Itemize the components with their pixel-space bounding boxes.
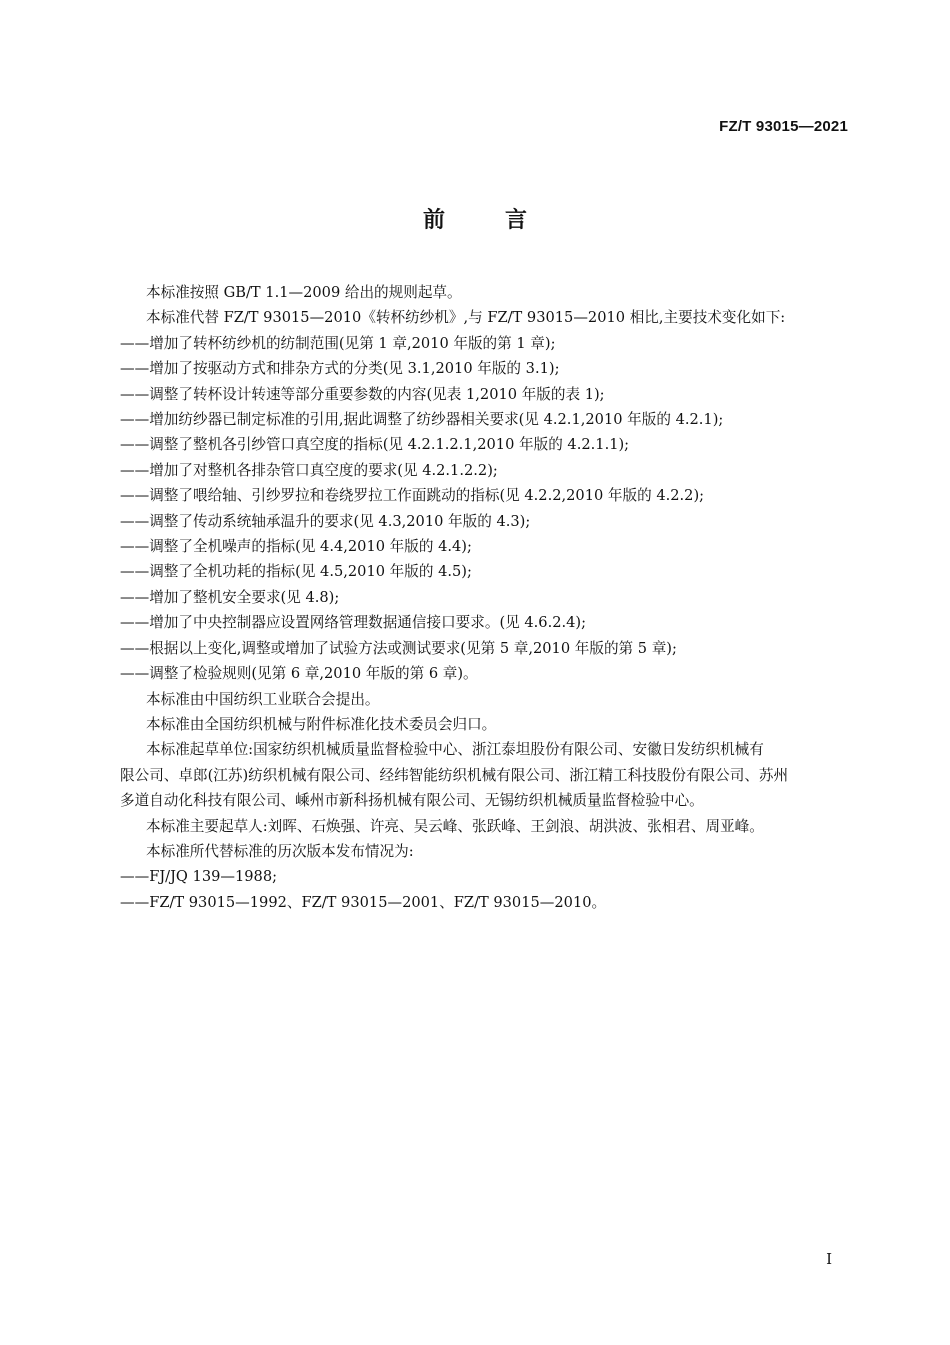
drafting-units-line-3: 多道自动化科技有限公司、嵊州市新科扬机械有限公司、无锡纺织机械质量监督检验中心。	[120, 792, 704, 810]
change-item: ——增加了转杯纺纱机的纺制范围(见第 1 章,2010 年版的第 1 章);	[120, 334, 556, 352]
change-item: ——增加纺纱器已制定标准的引用,据此调整了纺纱器相关要求(见 4.2.1,2010 年版的 4.2.1);	[120, 411, 724, 429]
committee-paragraph: 本标准由全国纺织机械与附件标准化技术委员会归口。	[146, 715, 497, 733]
history-item: ——FZ/T 93015—1992、FZ/T 93015—2001、FZ/T 93015—2010。	[120, 893, 607, 911]
replacement-paragraph: 本标准代替 FZ/T 93015—2010《转杯纺纱机》,与 FZ/T 93015—2010 相比,主要技术变化如下:	[146, 309, 786, 327]
foreword-body	[120, 280, 858, 915]
change-item: ——调整了喂给轴、引纱罗拉和卷绕罗拉工作面跳动的指标(见 4.2.2,2010 年版的 4.2.2);	[120, 487, 705, 505]
change-item: ——增加了对整机各排杂管口真空度的要求(见 4.2.1.2.2);	[120, 461, 498, 479]
drafting-units-line-1: 本标准起草单位:国家纺织机械质量监督检验中心、浙江泰坦股份有限公司、安徽日发纺织机械有	[146, 741, 764, 759]
page-title	[0, 203, 950, 234]
change-item: ——调整了检验规则(见第 6 章,2010 年版的第 6 章)。	[120, 665, 478, 683]
page-number: I	[826, 1250, 832, 1268]
change-item: ——调整了转杯设计转速等部分重要参数的内容(见表 1,2010 年版的表 1);	[120, 385, 605, 403]
change-item: ——调整了全机功耗的指标(见 4.5,2010 年版的 4.5);	[120, 563, 472, 581]
document-number: FZ/T 93015—2021	[719, 118, 848, 135]
change-item: ——增加了整机安全要求(见 4.8);	[120, 588, 340, 606]
change-item: ——根据以上变化,调整或增加了试验方法或测试要求(见第 5 章,2010 年版的第 5 章);	[120, 639, 677, 657]
proposer-paragraph: 本标准由中国纺织工业联合会提出。	[146, 690, 380, 708]
drafting-rules-paragraph: 本标准按照 GB/T 1.1—2009 给出的规则起草。	[146, 284, 462, 301]
history-item: ——FJ/JQ 139—1988;	[120, 868, 278, 886]
drafters-paragraph: 本标准主要起草人:刘晖、石焕强、许亮、吴云峰、张跃峰、王剑浪、胡洪波、张相君、周亚峰。	[146, 817, 764, 835]
page-title-char-2: 言	[505, 208, 528, 233]
change-item: ——增加了按驱动方式和排杂方式的分类(见 3.1,2010 年版的 3.1);	[120, 360, 560, 378]
change-item: ——调整了全机噪声的指标(见 4.4,2010 年版的 4.4);	[120, 538, 472, 556]
change-item: ——调整了传动系统轴承温升的要求(见 4.3,2010 年版的 4.3);	[120, 512, 531, 530]
change-item: ——调整了整机各引纱管口真空度的指标(见 4.2.1.2.1,2010 年版的 4.2.1.1);	[120, 436, 630, 454]
drafting-units-line-2: 限公司、卓郎(江苏)纺织机械有限公司、经纬智能纺织机械有限公司、浙江精工科技股份有限公司、苏州	[120, 766, 789, 784]
page-title-char-1: 前	[422, 208, 445, 233]
history-intro-paragraph: 本标准所代替标准的历次版本发布情况为:	[146, 842, 414, 860]
change-item: ——增加了中央控制器应设置网络管理数据通信接口要求。(见 4.6.2.4);	[120, 614, 587, 632]
